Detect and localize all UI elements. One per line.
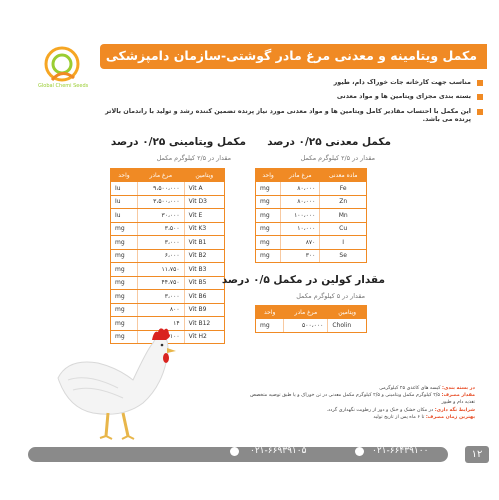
table-row: Iu ۳،۵۰۰،۰۰۰ Vit D3: [111, 195, 225, 209]
phone-icon: [230, 447, 239, 456]
footer: [0, 444, 499, 466]
col-item: ویتامین: [184, 169, 224, 182]
col-hen: مرغ مادر: [284, 306, 328, 319]
feature-list: [103, 78, 483, 129]
table-row: mg ۱۰۰،۰۰۰ Mn: [256, 209, 367, 223]
phone-icon: [355, 447, 364, 456]
phone-number-1: ۰۲۱-۶۶۹۳۹۱۰۵: [250, 446, 307, 456]
table-row: mg ۸۰،۰۰۰ Fe: [256, 182, 367, 196]
feature-item: این مکمل با احتساب مقادیر کامل ویتامین ها و مواد معدنی مورد نیاز پرنده تضمین کننده رشد و تولید با راندمان بالاتر پرنده می باشد.: [103, 107, 483, 124]
col-item: ویتامین: [328, 306, 367, 319]
table-row: mg ۵۰۰،۰۰۰ Cholin: [256, 319, 367, 333]
vitamin-subtitle: مقدار در ۲/۵ کیلوگرم مکمل: [156, 154, 231, 162]
page-title: مکمل ویتامینه و معدنی مرغ مادر گوشتی-سازمان دامپزشکی: [105, 48, 477, 63]
table-row: mg ۱۰۰ Vit H2: [111, 330, 225, 344]
choline-table: [255, 305, 367, 333]
table-row: mg ۸۰۰ Vit B9: [111, 303, 225, 317]
col-hen: مرغ مادر: [281, 169, 320, 182]
table-row: Iu ۳۰،۰۰۰ Vit E: [111, 209, 225, 223]
bullet-square-icon: [477, 80, 483, 86]
bullet-square-icon: [477, 94, 483, 100]
table-row: Iu ۹،۵۰۰،۰۰۰ Vit A: [111, 182, 225, 196]
mineral-subtitle: مقدار در ۲/۵ کیلوگرم مکمل: [300, 154, 375, 162]
bullet-square-icon: [477, 109, 483, 115]
note-packaging: در بسته بندی: کیسه های کاغذی ۲۵ کیلوگرمی: [379, 386, 475, 391]
feature-item: مناسب جهت کارخانه جات خوراک دام، طیور: [103, 78, 483, 86]
mineral-title: مکمل معدنی ۰/۲۵ درصد: [267, 136, 391, 148]
col-item: ماده معدنی: [320, 169, 367, 182]
col-hen: مرغ مادر: [137, 169, 184, 182]
title-bar: [100, 44, 487, 69]
choline-title: مقدار کولین در مکمل ۰/۵ درصد: [221, 274, 385, 286]
table-row: mg ۱۰،۰۰۰ Cu: [256, 222, 367, 236]
page-number: ۱۲: [465, 446, 489, 463]
mineral-table: [255, 168, 367, 263]
logo-text: Global Chemi Seeds: [38, 83, 89, 89]
note-best-before: بهترین زمان مصرف: تا ۶ ماه پس از تاریخ تولید: [373, 414, 475, 420]
product-notes: [250, 385, 475, 421]
col-unit: واحد: [256, 306, 284, 319]
hen-illustration: [48, 318, 218, 448]
table-row: mg ۱۱،۷۵۰ Vit B3: [111, 263, 225, 277]
col-unit: واحد: [111, 169, 138, 182]
col-unit: واحد: [256, 169, 281, 182]
table-row: mg ۳،۵۰۰ Vit K3: [111, 222, 225, 236]
table-row: mg ۴۴،۷۵۰ Vit B5: [111, 276, 225, 290]
company-logo: [30, 42, 92, 98]
table-row: mg ۸۷۰ I: [256, 236, 367, 250]
table-row: mg ۶،۰۰۰ Vit B2: [111, 249, 225, 263]
table-row: mg ۳۰۰ Se: [256, 249, 367, 263]
table-row: mg ۳،۰۰۰ Vit B1: [111, 236, 225, 250]
feature-item: بسته بندی مجزای ویتامین ها و مواد معدنی: [103, 92, 483, 100]
note-dosage: مقدار مصرف: ۲/۵ کیلوگرم مکمل ویتامینی و ۲/۵ کیلوگرم مکمل معدنی در تن خوراک و یا طبق توصیه متخصص تغذیه دام و طیور: [250, 393, 475, 406]
table-row: mg ۸۰،۰۰۰ Zn: [256, 195, 367, 209]
phone-number-2: ۰۲۱-۶۶۴۳۹۱۰۰: [372, 446, 429, 456]
note-storage: شرایط نگه داری: در مکان خشک و خنک و دور از رطوبت نگهداری گردد.: [326, 407, 475, 413]
choline-subtitle: مقدار در ۵ کیلوگرم مکمل: [296, 292, 365, 300]
table-row: mg ۱۴ Vit B12: [111, 317, 225, 331]
vitamin-title: مکمل ویتامینی ۰/۲۵ درصد: [110, 136, 246, 148]
table-row: mg ۳،۰۰۰ Vit B6: [111, 290, 225, 304]
